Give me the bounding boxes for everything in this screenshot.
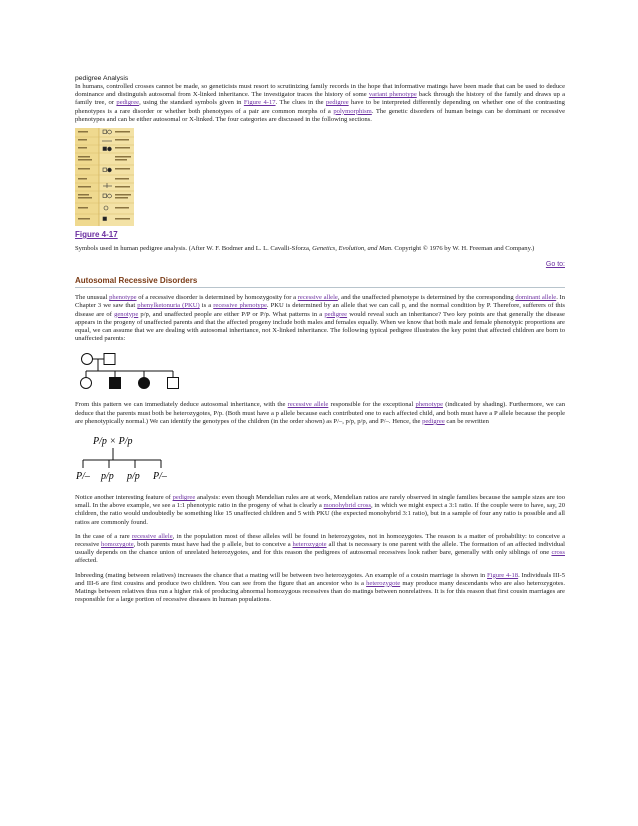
link-monohybrid-cross[interactable]: monohybrid cross bbox=[323, 502, 372, 510]
link-variant-phenotype[interactable]: variant phenotype bbox=[368, 91, 417, 99]
text: responsible for the exceptional bbox=[328, 401, 416, 409]
link-heterozygote[interactable]: heterozygote bbox=[366, 579, 401, 587]
caption-text: Copyright © 1976 by W. H. Freeman and Company.) bbox=[392, 245, 535, 253]
text: is a bbox=[199, 302, 214, 310]
link-dominant-allele[interactable]: dominant allele bbox=[515, 294, 557, 302]
link-cross[interactable]: cross bbox=[551, 549, 565, 557]
child-3-symbol bbox=[139, 378, 150, 389]
link-homozygote[interactable]: homozygote bbox=[101, 541, 134, 549]
text: analysis: even though Mendelian rules are at work, Mendelian ratios are rarely observed in single families because the sample sizes are too small. In the above example, we see a 1:1 phenotypic ratio in the progeny of what is clearly a bbox=[75, 494, 565, 510]
figure-4-17-thumbnail[interactable] bbox=[75, 128, 134, 226]
link-heterozygote[interactable]: heterozygote bbox=[292, 541, 327, 549]
link-polymorphism[interactable]: polymorphism bbox=[333, 107, 372, 115]
text: . The genetic disorders of human beings can be dominant or recessive phenotypes and can be either autosomal or X-linked. The four categories are discussed in the following sections. bbox=[75, 107, 565, 123]
pedigree-diagram-2 bbox=[75, 432, 195, 486]
text: Notice another interesting feature of bbox=[75, 494, 173, 502]
goto-link[interactable]: Go to: bbox=[545, 261, 565, 269]
text: , and the unaffected phenotype is determined by the corresponding bbox=[337, 294, 516, 302]
text: . The clues in the bbox=[275, 99, 326, 107]
link-phenotype[interactable]: phenotype bbox=[109, 294, 137, 302]
figure-caption bbox=[75, 245, 565, 253]
child-1-symbol bbox=[81, 378, 92, 389]
link-pedigree[interactable]: pedigree bbox=[422, 417, 445, 425]
link-recessive-allele[interactable]: recessive allele bbox=[287, 401, 329, 409]
text: (indicated by shading). Furthermore, we can deduce that the parents must both be heterozygotes, P/p. (Both must have a p allele because each contributed one to each affected child, and both must have a P allele because the people are phenotypically normal.) We can identify the genotypes of the children (in the order shown) as P/–, p/p, p/p, and P/–. Hence, the bbox=[75, 401, 565, 425]
text: have to be interpreted differently depending on whether one of the contrasting phenotypes is a rare disorder or whether both phenotypes of a pair are common morphs of a bbox=[75, 99, 565, 115]
paragraph-3 bbox=[75, 494, 565, 527]
text: , in which we might expect a 3:1 ratio. If the couple were to have, say, 20 children, the ratio would undoubtedly be something like 15 unaffected children and 5 with PKU (the expected monohybrid 3:1 ratio), but in a sample of four any ratio is possible and all ratios are commonly found. bbox=[75, 502, 566, 526]
child-2-genotype: p/p bbox=[101, 471, 114, 483]
link-recessive-allele[interactable]: recessive allele bbox=[297, 294, 338, 302]
text: The unusual bbox=[75, 294, 110, 302]
link-recessive-allele[interactable]: recessive allele bbox=[131, 532, 173, 540]
link-figure-4-18[interactable]: Figure 4-18 bbox=[487, 571, 519, 579]
child-4-symbol bbox=[168, 378, 179, 389]
caption-text: Symbols used in human pedigree analysis. (After W. F. Bodmer and L. L. Cavalli-Sforza, bbox=[75, 245, 313, 253]
link-genotype[interactable]: genotype bbox=[114, 310, 139, 318]
link-recessive-phenotype[interactable]: recessive phenotype bbox=[213, 302, 267, 310]
text: . Individuals III-5 and III-6 are first cousins and produce two children. You can see from the figure that an ancestor who is a bbox=[75, 571, 566, 587]
pedigree-symbols-image bbox=[75, 128, 134, 226]
child-1-genotype: P/– bbox=[76, 471, 90, 483]
child-4-genotype: P/– bbox=[153, 471, 167, 483]
link-pedigree[interactable]: pedigree bbox=[116, 99, 140, 107]
paragraph-2 bbox=[75, 401, 565, 426]
link-figure-4-17[interactable]: Figure 4-17 bbox=[243, 99, 276, 107]
section-divider bbox=[75, 287, 565, 288]
intro-paragraph bbox=[75, 83, 565, 124]
link-pedigree[interactable]: pedigree bbox=[325, 99, 349, 107]
mother-symbol bbox=[82, 354, 93, 365]
text: of a recessive disorder is determined by homozygosity for a bbox=[136, 294, 298, 302]
section-title: Autosomal Recessive Disorders bbox=[75, 276, 198, 286]
father-symbol bbox=[104, 354, 115, 365]
text: , both parents must have had the p allele, but to conceive a bbox=[133, 541, 293, 549]
section-heading: pedigree Analysis bbox=[75, 75, 129, 82]
document-page bbox=[75, 74, 565, 604]
text: affected. bbox=[75, 557, 98, 565]
figure-label[interactable]: Figure 4-17 bbox=[75, 230, 118, 240]
paragraph-5 bbox=[75, 572, 565, 605]
child-2-symbol bbox=[110, 378, 121, 389]
text: . PKU is determined by an allele that we can call p, and the normal condition by P. Therefore, sufferers of this disease are of bbox=[75, 302, 565, 318]
paragraph-4 bbox=[75, 533, 565, 566]
text: p/p, and unaffected people are either P/P or P/p. What patterns in a bbox=[138, 310, 325, 318]
link-pedigree[interactable]: pedigree bbox=[172, 494, 196, 502]
paragraph-1 bbox=[75, 294, 565, 343]
parents-genotype: P/p × P/p bbox=[93, 436, 133, 448]
text: would reveal such an inheritance? Two key points are that generally the disease appears in the progeny of unaffected parents and that the affected progeny include both males and females equally. When we know that both male and female phenotypic proportions are equal, we can assume that we are dealing with autosomal inheritance, not X-linked inheritance. The following typical pedigree illustrates the key point that affected children are born to unaffected parents: bbox=[75, 310, 565, 343]
text: can be rewritten bbox=[444, 417, 489, 425]
text: , in the population most of these alleles will be found in heterozygotes, not in homozygotes. The reason is a matter of probability: to conceive a recessive bbox=[75, 532, 566, 549]
text: back through the history of the family and draws up a family tree, or bbox=[75, 91, 566, 107]
link-phenotype[interactable]: phenotype bbox=[415, 401, 443, 409]
text: From this pattern we can immediately deduce autosomal inheritance, with the bbox=[75, 401, 288, 409]
caption-book-title: Genetics, Evolution, and Man. bbox=[312, 245, 393, 253]
text: all that is necessary is one parent with the allele. The formation of an affected individual usually depends on the chance union of unrelated heterozygotes, and for this reason the pedigrees of autosomal recessives look rather bare, generally with only siblings of one bbox=[75, 541, 565, 557]
text: In humans, controlled crosses cannot be made, so geneticists must resort to scrutinizing family records in the hope that informative matings have been made that can be used to deduce dominance and distinguish autosomal from X-linked inheritance. The investigator traces the history of some bbox=[75, 83, 565, 99]
child-3-genotype: p/p bbox=[127, 471, 140, 483]
text: In the case of a rare bbox=[75, 532, 132, 540]
pedigree-diagram-1 bbox=[75, 351, 195, 395]
text: may produce many descendants who are also heterozygotes. Matings between relatives thus run a higher risk of producing abnormal homozygous recessives than do matings between nonrelatives. It is for this reason that first cousin marriages are responsible for a large portion of recessive diseases in human populations. bbox=[75, 579, 565, 604]
text: . In Chapter 3 we saw that bbox=[75, 294, 565, 310]
text: , using the standard symbols given in bbox=[139, 99, 244, 107]
text: Inbreeding (mating between relatives) increases the chance that a mating will be between two heterozygotes. An example of a cousin marriage is shown in bbox=[75, 571, 487, 579]
link-pedigree[interactable]: pedigree bbox=[324, 310, 348, 318]
link-phenylketonuria[interactable]: phenylketonuria (PKU) bbox=[137, 302, 200, 310]
